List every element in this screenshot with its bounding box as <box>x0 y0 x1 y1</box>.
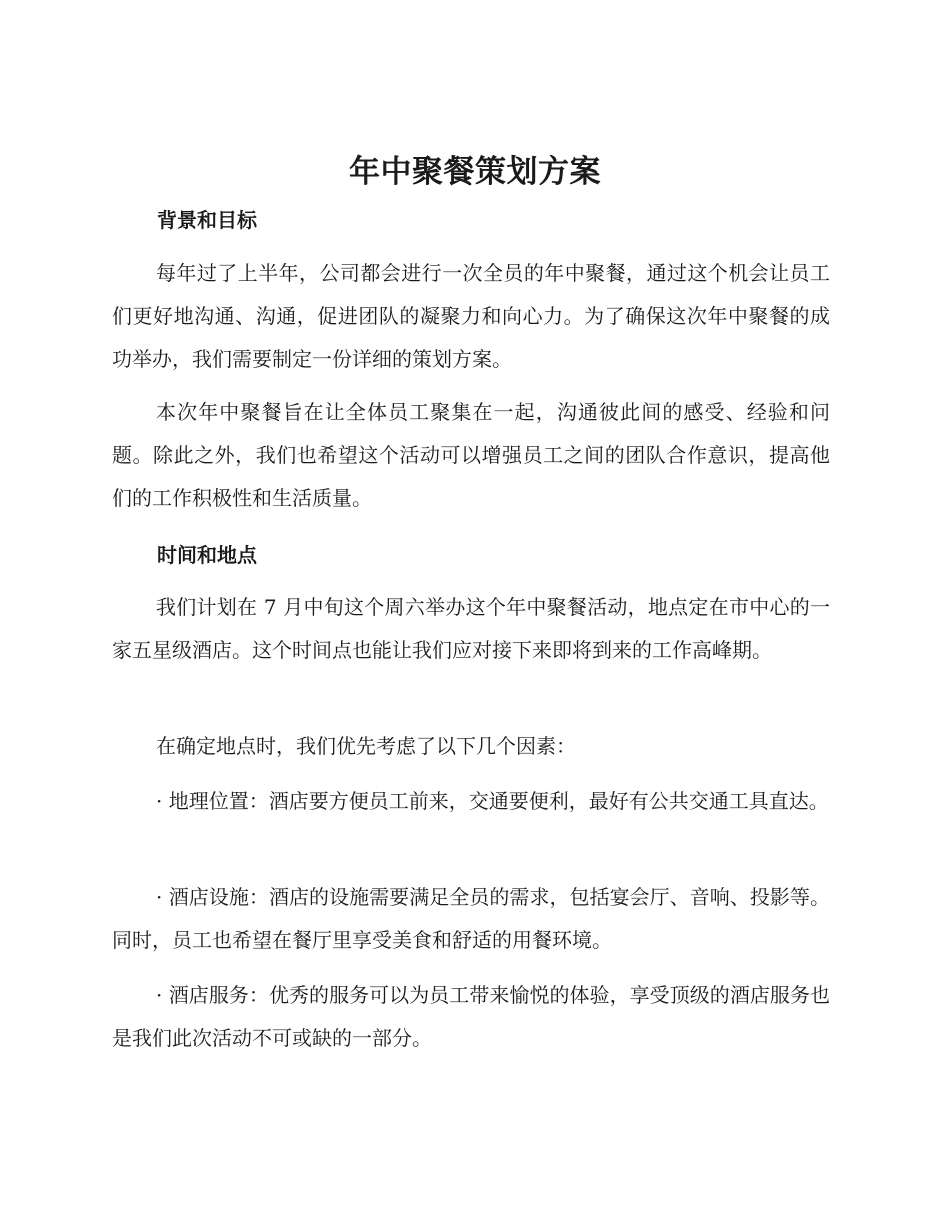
bullet-item-location: · 地理位置：酒店要方便员工前来，交通要便利，最好有公共交通工具直达。 <box>156 789 829 813</box>
paragraph-time-place-2: 在确定地点时，我们优先考虑了以下几个因素： <box>156 734 576 758</box>
paragraph-time-place-1: 我们计划在 7 月中旬这个周六举办这个年中聚餐活动，地点定在市中心的一家五星级酒店。这个时间点也能让我们应对接下来即将到来的工作高峰期。 <box>112 595 830 662</box>
paragraph-background-1: 每年过了上半年，公司都会进行一次全员的年中聚餐，通过这个机会让员工们更好地沟通、沟通，促进团队的凝聚力和向心力。为了确保这次年中聚餐的成功举办，我们需要制定一份详细的策划方案。 <box>112 261 830 371</box>
bullet-item-facilities: · 酒店设施：酒店的设施需要满足全员的需求，包括宴会厅、音响、投影等。同时，员工也希望在餐厅里享受美食和舒适的用餐环境。 <box>112 885 830 952</box>
bullet-item-service: · 酒店服务：优秀的服务可以为员工带来愉悦的体验，享受顶级的酒店服务也是我们此次活动不可或缺的一部分。 <box>112 983 830 1050</box>
section-heading-background: 背景和目标 <box>157 208 257 232</box>
paragraph-background-2: 本次年中聚餐旨在让全体员工聚集在一起，沟通彼此间的感受、经验和问题。除此之外，我们也希望这个活动可以增强员工之间的团队合作意识，提高他们的工作积极性和生活质量。 <box>112 400 830 510</box>
section-heading-time-place: 时间和地点 <box>157 543 257 567</box>
document-title: 年中聚餐策划方案 <box>349 154 601 190</box>
